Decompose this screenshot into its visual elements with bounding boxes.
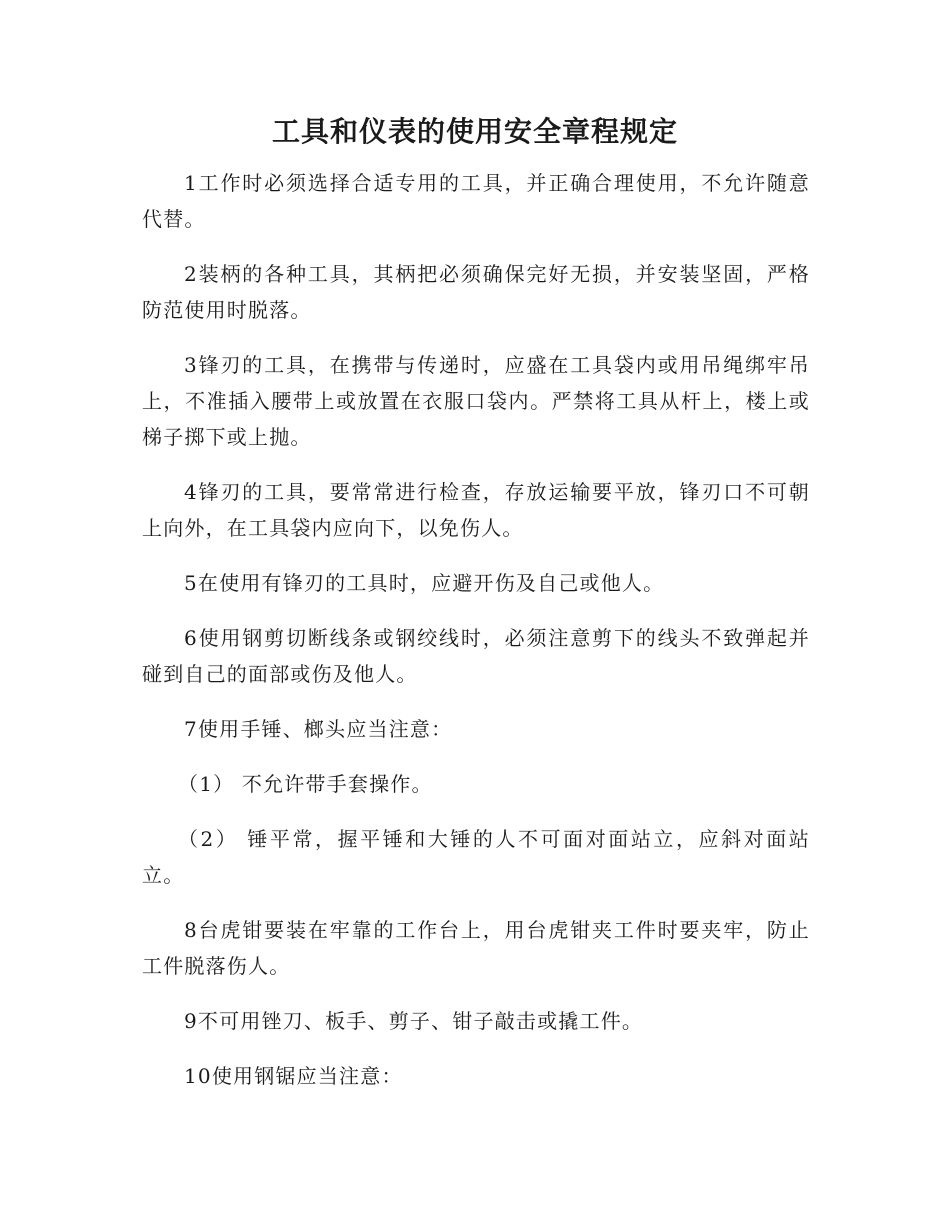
paragraph-5: 5在使用有锋刃的工具时，应避开伤及自己或他人。 [184,571,665,595]
paragraph-2: 2装柄的各种工具，其柄把必须确保完好无损，并安装坚固，严格防范使用时脱落。 [142,262,810,322]
paragraph-7: 7使用手锤、榔头应当注意： [184,717,453,741]
paragraph-7-item-2: （2） 锤平常，握平锤和大锤的人不可面对面站立，应斜对面站立。 [142,827,810,887]
paragraph-8: 8台虎钳要装在牢靠的工作台上，用台虎钳夹工件时要夹牢，防止工件脱落伤人。 [142,918,810,978]
paragraph-6: 6使用钢剪切断线条或钢绞线时，必须注意剪下的线头不致弹起并碰到自己的面部或伤及他人。 [142,626,810,686]
paragraph-4: 4锋刃的工具，要常常进行检查，存放运输要平放，锋刃口不可朝上向外，在工具袋内应向下，以免伤人。 [142,480,810,540]
paragraph-10: 10使用钢锯应当注意： [184,1064,403,1088]
paragraph-7-item-1: （1） 不允许带手套操作。 [178,772,433,796]
paragraph-3: 3锋刃的工具，在携带与传递时，应盛在工具袋内或用吊绳绑牢吊上，不准插入腰带上或放置在衣服口袋内。严禁将工具从杆上，楼上或梯子掷下或上抛。 [142,353,810,449]
paragraph-1: 1工作时必须选择合适专用的工具，并正确合理使用，不允许随意代替。 [142,171,810,231]
paragraph-9: 9不可用锉刀、板手、剪子、钳子敲击或撬工件。 [184,1009,644,1033]
document-title: 工具和仪表的使用安全章程规定 [271,115,678,148]
document-body [142,165,810,1113]
